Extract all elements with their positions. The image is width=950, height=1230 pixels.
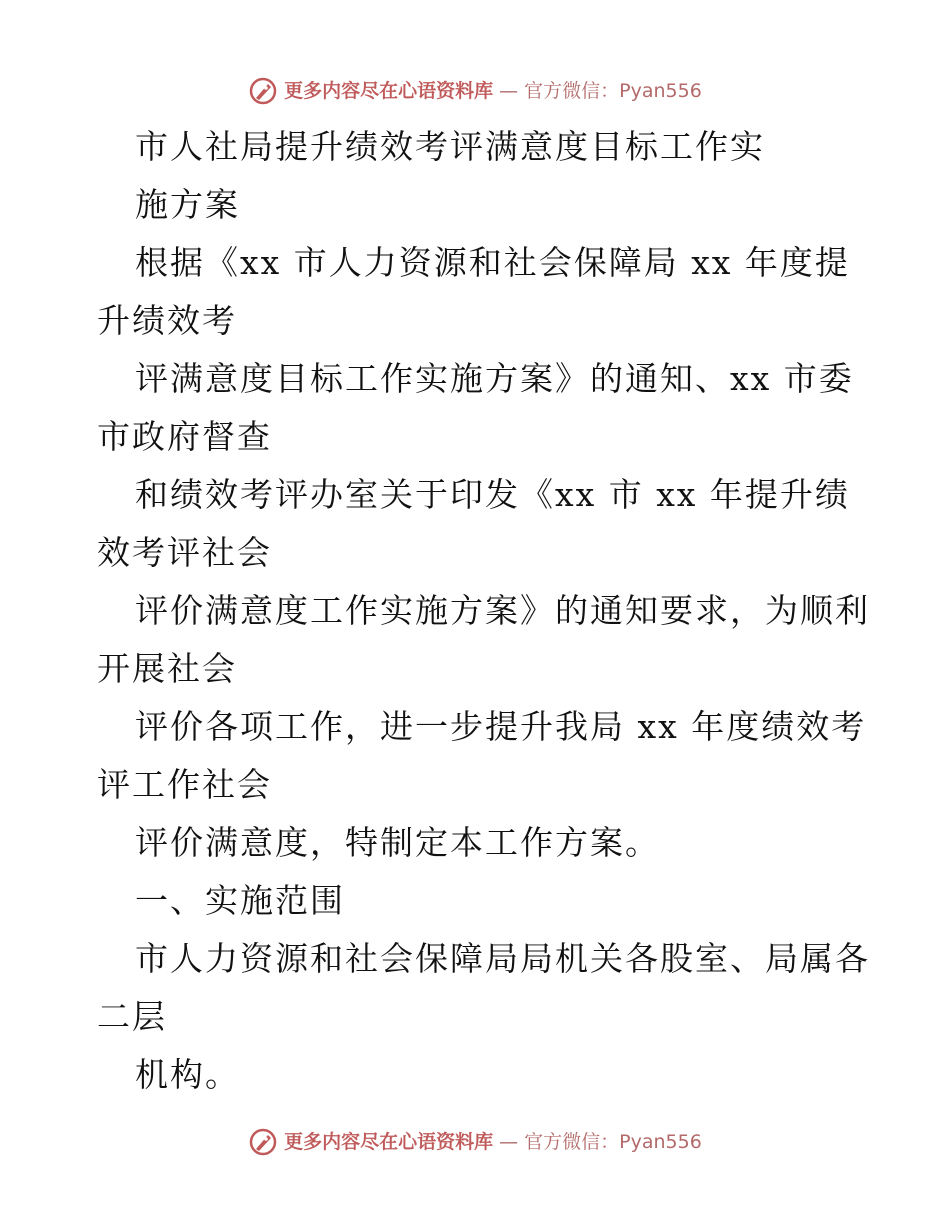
paragraph-line: 效考评社会 — [97, 533, 272, 572]
document-title-line-2: 施方案 — [135, 185, 240, 224]
paragraph-line: 评满意度目标工作实施方案》的通知、xx 市委 — [135, 359, 854, 398]
paragraph-line: 评工作社会 — [97, 765, 272, 804]
watermark-contact: 官方微信：Pyan556 — [524, 80, 702, 102]
document-title-line-1: 市人社局提升绩效考评满意度目标工作实 — [135, 127, 765, 166]
paragraph-line: 市人力资源和社会保障局局机关各股室、局属各 — [135, 939, 870, 978]
watermark-separator: — — [499, 1131, 519, 1153]
watermark-separator: — — [499, 80, 519, 102]
section-heading: 一、实施范围 — [135, 881, 345, 920]
paragraph-line: 升绩效考 — [97, 301, 237, 340]
paragraph-line: 和绩效考评办室关于印发《xx 市 xx 年提升绩 — [135, 475, 850, 514]
paragraph-line: 根据《xx 市人力资源和社会保障局 xx 年度提 — [135, 243, 850, 282]
pen-nib-logo-icon — [248, 1127, 278, 1157]
pen-nib-logo-icon — [248, 76, 278, 106]
watermark-text: 更多内容尽在心语资料库 — [284, 1131, 494, 1153]
paragraph-line: 开展社会 — [97, 649, 237, 688]
watermark-contact: 官方微信：Pyan556 — [524, 1131, 702, 1153]
watermark-text: 更多内容尽在心语资料库 — [284, 80, 494, 102]
paragraph-line: 二层 — [97, 997, 167, 1036]
paragraph-line: 机构。 — [135, 1055, 240, 1094]
header-watermark — [0, 76, 950, 106]
footer-watermark — [0, 1127, 950, 1157]
paragraph-line: 评价各项工作，进一步提升我局 xx 年度绩效考 — [135, 707, 867, 746]
paragraph-line: 市政府督查 — [97, 417, 272, 456]
paragraph-line: 评价满意度工作实施方案》的通知要求，为顺利 — [135, 591, 870, 630]
paragraph-line: 评价满意度，特制定本工作方案。 — [135, 823, 660, 862]
